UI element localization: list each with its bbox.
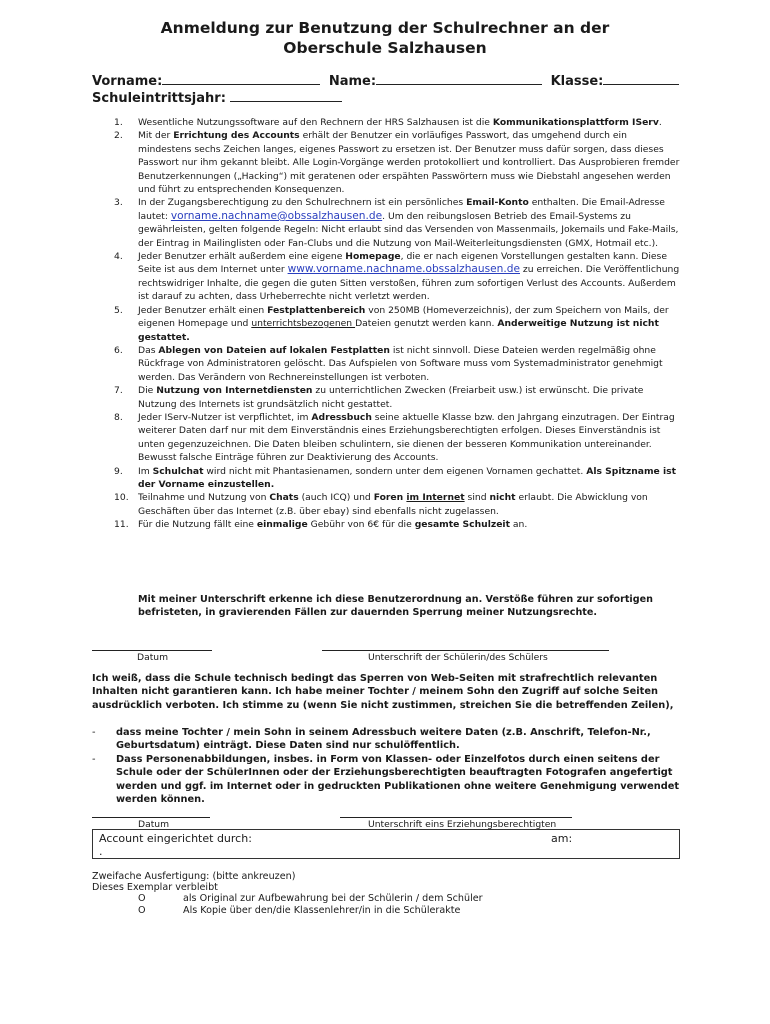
signature-label-guardian: Unterschrift eins Erziehungsberechtigten (368, 819, 557, 830)
rule-text: sind (464, 492, 490, 504)
rule-item (92, 384, 682, 411)
rule-text: an. (509, 519, 528, 531)
rule-text-bold: Chats (269, 492, 299, 504)
rule-text-bold: Email-Konto (466, 197, 529, 209)
date-label-student: Datum (137, 652, 169, 663)
rule-text-bold: gesamte Schulzeit (414, 519, 510, 531)
rule-text-bold: im Internet (406, 492, 465, 504)
bullet-dash: - (92, 727, 96, 738)
rule-text: Mit der (138, 130, 174, 142)
rule-text-bold: Ablegen von Dateien auf lokalen Festplatten (158, 344, 390, 356)
rule-item (92, 491, 682, 518)
bullet-text: Dass Personenabbildungen, insbes. in Form von Klassen- oder Einzelfotos durch einen seitens der Schule oder der SchülerInnen oder der Erziehungsberechtigten beauftragten Fotografen angefertigt werden und ggf. im Internet oder in gedruckten Publikationen ohne weitere Genehmigung verwendet werden können. (116, 754, 680, 806)
rule-text-bold: Festplattenbereich (267, 304, 366, 316)
vorname-label: Vorname: (92, 74, 163, 89)
rule-text: erlaubt. Die Abwicklung von Geschäften über das Internet (z.B. über ebay) sind ebenfalls nicht zugelassen. (138, 492, 648, 517)
rule-text-bold: Schulchat (152, 465, 204, 477)
rule-text-bold: einmalige (256, 519, 308, 531)
student-fields-row (92, 72, 683, 89)
rule-text-bold: Kommunikationsplattform IServ (492, 117, 659, 128)
rule-text: von 250MB (Homeverzeichnis), der zum Speichern von Mails, der eigenen Homepage und (138, 304, 669, 330)
rule-text: (auch ICQ) und (298, 492, 374, 504)
rule-number: 4. (114, 251, 123, 263)
rule-text: ist nicht sinnvoll. Diese Dateien werden regelmäßig ohne Rückfrage von Administratoren gelöscht. Das Aufspielen von Software muss vom Systemadministrator genehmigt werden. Das Verändern von Rechnereinstellungen ist verboten. (138, 344, 663, 383)
account-dot: . (99, 845, 103, 858)
date-label-guardian: Datum (138, 819, 170, 830)
rule-text: . (658, 117, 662, 128)
closing-statement: Mit meiner Unterschrift erkenne ich diese Benutzerordnung an. Verstöße führen zur sofortigen befristeten, in gravierenden Fällen zur dauernden Sperrung meiner Nutzungsrechte. (138, 594, 653, 619)
rule-number: 10. (114, 492, 129, 504)
rule-text: Gebühr von 6€ für die (307, 519, 415, 531)
rule-number: 7. (114, 385, 123, 397)
rule-text: erhält der Benutzer ein vorläufiges Passwort, das umgehend durch ein mindestens sechs Zeichen langes, eigenes Passwort zu ersetzen ist. Der Benutzer muss dafür sorgen, dass dieses Passwort nur ihm gekannt bleibt. Alle Login-Vorgänge werden protokolliert und kontrolliert. Das Ausprobieren fremder Benutzerkennungen („Hacking“) mit geratenen oder erspähten Passwörtern muss wie Diebstahl angesehen werden und führt zu entsprechenden Konsequenzen. (138, 130, 680, 196)
vorname-field[interactable] (162, 72, 320, 85)
rule-item (92, 344, 682, 384)
rule-item (92, 518, 682, 531)
rule-text-bold: Adressbuch (311, 411, 372, 423)
rule-number: 5. (114, 304, 123, 316)
rule-text: Das (138, 344, 159, 356)
rule-text: , die er nach eigenen Vorstellungen gestalten kann. Diese Seite ist aus dem Internet unter (138, 251, 667, 276)
rule-item (92, 250, 682, 304)
rule-text: Teilnahme und Nutzung von (138, 492, 270, 504)
consent-bullet (92, 753, 682, 807)
rule-item (92, 465, 682, 492)
signature-line-student[interactable] (322, 650, 609, 651)
rule-text: zu unterrichtlichen Zwecken (Freiarbeit usw.) ist erwünscht. Die private Nutzung des Internets ist grundsätzlich nicht gestattet. (138, 385, 644, 410)
rule-text-bold: Errichtung des Accounts (173, 130, 300, 142)
account-box (92, 829, 680, 859)
rule-number: 8. (114, 411, 123, 423)
rule-text: Wesentliche Nutzungssoftware auf den Rechnern der HRS Salzhausen ist die (138, 117, 493, 128)
rules-list (92, 116, 682, 532)
rule-item (92, 411, 682, 465)
name-field[interactable] (376, 72, 542, 85)
consent-paragraph: Ich weiß, dass die Schule technisch bedingt das Sperren von Web-Seiten mit strafrechtlich relevanten Inhalten nicht garantieren kann. Ich habe meiner Tochter / meinem Sohn den Zugriff auf solche Seiten ausdrücklich verboten. Ich stimme zu (wenn Sie nicht zustimmen, streichen Sie die betreffenden Zeilen), (92, 673, 674, 711)
rule-link[interactable]: vorname.nachname@obssalzhausen.de (170, 209, 383, 222)
rule-item (92, 129, 682, 196)
rule-text-bold: Nutzung von Internetdiensten (156, 385, 313, 397)
rule-text: wird nicht mit Phantasienamen, sondern unter dem eigenen Vornamen gechattet. (203, 465, 587, 477)
klasse-label: Klasse: (550, 74, 604, 89)
rule-text: Im (138, 465, 153, 477)
entry-year-row (92, 89, 346, 106)
name-label: Name: (328, 74, 377, 89)
signature-line-guardian[interactable] (340, 817, 572, 818)
rule-text-bold: Homepage (345, 251, 401, 263)
copies-heading: Zweifache Ausfertigung: (bitte ankreuzen) (92, 871, 296, 882)
title-line-1: Anmeldung zur Benutzung der Schulrechner an der (160, 19, 610, 37)
rule-text: Für die Nutzung fällt eine (138, 519, 257, 531)
date-line-guardian[interactable] (92, 817, 210, 818)
account-date-label: am: (551, 832, 573, 845)
copy-remains-label: Dieses Exemplar verbleibt (92, 882, 218, 893)
rule-text: Jeder Benutzer erhält einen (138, 304, 268, 316)
rule-item (92, 304, 682, 344)
rule-number: 11. (114, 519, 129, 531)
option-copy-text: Als Kopie über den/die Klassenlehrer/in in die Schülerakte (183, 905, 461, 916)
rule-text: Dateien genutzt werden kann. (355, 318, 498, 330)
rule-text: Jeder IServ-Nutzer ist verpflichtet, im (138, 411, 312, 423)
signature-label-student: Unterschrift der Schülerin/des Schülers (368, 652, 548, 663)
klasse-field[interactable] (603, 72, 679, 85)
bullet-text: dass meine Tochter / mein Sohn in seinem Adressbuch weitere Daten (z.B. Anschrift, Telefon-Nr., Geburtsdatum) einträgt. Diese Daten sind nur schulöffentlich. (116, 727, 651, 752)
bullet-dash: - (92, 754, 96, 765)
option-original-text: als Original zur Aufbewahrung bei der Schülerin / dem Schüler (183, 893, 483, 904)
rule-number: 6. (114, 344, 123, 356)
rule-text-bold: nicht (489, 492, 516, 504)
rule-text-bold: Als Spitzname ist der Vorname einzustellen. (138, 465, 676, 490)
account-created-label: Account eingerichtet durch: (99, 832, 252, 845)
document-title (92, 18, 678, 58)
rule-text: Jeder Benutzer erhält außerdem eine eigene (138, 251, 346, 263)
rule-link[interactable]: www.vorname.nachname.obssalzhausen.de (287, 263, 520, 276)
rule-text: zu erreichen. Die Veröffentlichung rechtswidriger Inhalte, die gegen die guten Sitten verstoßen, führen zum sofortigen Verlust des Accounts. Außerdem ist darauf zu achten, dass Urheberrechte nicht verletzt werden. (138, 264, 680, 303)
rule-text: Die (138, 385, 157, 397)
rule-item (92, 196, 682, 250)
rule-text: enthalten. Die Email-Adresse lautet: (138, 197, 665, 222)
option-original-checkbox[interactable]: O (138, 893, 146, 904)
rule-item (92, 116, 682, 129)
option-copy-checkbox[interactable]: O (138, 905, 146, 916)
rule-number: 1. (114, 117, 123, 128)
rule-text: seine aktuelle Klasse bzw. den Jahrgang einzutragen. Der Eintrag weiterer Daten darf nur mit dem Einverständnis eines Erziehungsberechtigten erfolgen. Dieses Einverständnis ist unten gegenzuzeichnen. Die Daten bleiben schulintern, sie dienen der besseren Kommunikation untereinander. Bewusst falsche Einträge führen zur Deaktivierung des Accounts. (138, 411, 675, 464)
rule-text-bold: Foren (373, 492, 407, 504)
rule-text: In der Zugangsberechtigung zu den Schulrechnern ist ein persönliches (138, 197, 467, 209)
schuleintritt-label: Schuleintrittsjahr: (92, 91, 226, 106)
date-line-student[interactable] (92, 650, 212, 651)
rule-text: . Um den reibungslosen Betrieb des Email-Systems zu gewährleisten, gelten folgende Regeln: Nicht erlaubt sind das Versenden von Massenmails, Jokemails und Fake-Mails, der Eintrag in Mailinglisten oder Fan-Clubs und die Nutzung von Mail-Weiterleitungsdiensten (GMX, Hotmail etc.). (138, 210, 679, 249)
rule-number: 3. (114, 197, 123, 209)
rule-text-bold: Anderweitige Nutzung ist nicht gestattet. (138, 318, 659, 343)
schuleintritt-field[interactable] (230, 89, 342, 102)
rule-number: 9. (114, 465, 123, 477)
title-line-2: Oberschule Salzhausen (283, 39, 487, 57)
consent-bullet (92, 726, 682, 753)
rule-text: unterrichtsbezogenen (251, 318, 356, 330)
rule-number: 2. (114, 130, 123, 142)
